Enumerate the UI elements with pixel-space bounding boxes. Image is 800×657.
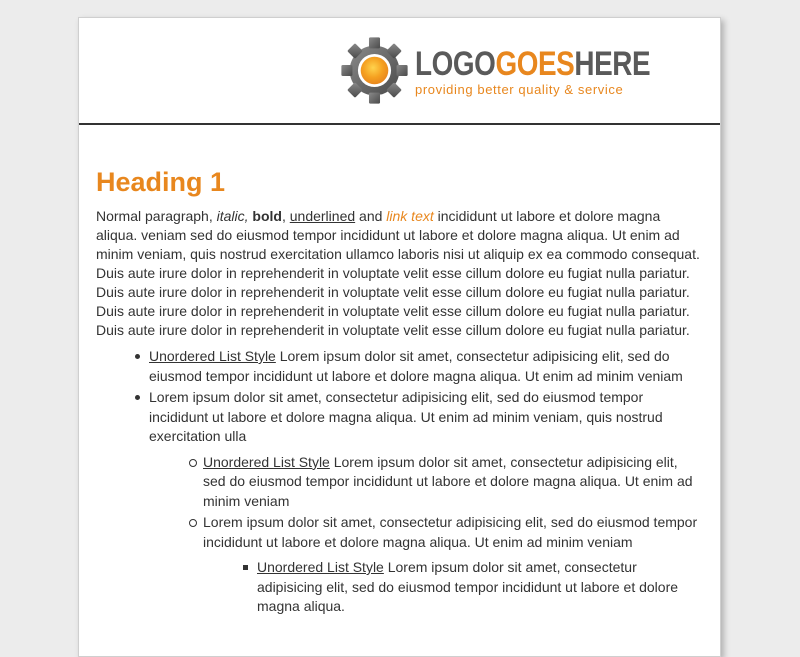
nested-list-item — [203, 513, 702, 617]
page-content — [79, 167, 720, 617]
logo-tagline: providing better quality & service — [415, 82, 624, 97]
page-header — [79, 18, 720, 125]
paragraph-lead: Normal paragraph, — [96, 208, 217, 224]
nested-list-item — [203, 453, 702, 512]
unordered-list — [149, 347, 702, 617]
paragraph-sep: and — [355, 208, 387, 224]
wordmark-logo: LOGO — [415, 45, 496, 83]
list-item-text: Lorem ipsum dolor sit amet, consectetur adipisicing elit, sed do eiusmod tempor incididunt ut labore et dolore magna aliqua. Ut enim ad minim veniam — [149, 348, 683, 384]
wordmark-goes: GOES — [495, 45, 575, 83]
paragraph-italic: italic, — [216, 208, 249, 224]
list-item-text: Lorem ipsum dolor sit amet, consectetur adipisicing elit, sed do eiusmod tempor incididunt ut labore et dolore magna aliqua. Ut enim ad minim veniam, quis nostrud exercitation ulla — [149, 389, 663, 444]
document-page — [78, 17, 721, 657]
logo-text — [415, 46, 702, 97]
nested-list-level3 — [257, 558, 702, 617]
paragraph-link[interactable]: link text — [386, 208, 434, 224]
nested-list-item-text: Lorem ipsum dolor sit amet, consectetur adipisicing elit, sed do eiusmod tempor incididunt ut labore et dolore magna aliqua. Ut enim ad minim veniam — [203, 514, 698, 550]
heading-1: Heading 1 — [96, 167, 226, 197]
nested-list-item-level3 — [257, 558, 702, 617]
nested-list-item-link[interactable]: Unordered List Style — [203, 453, 330, 470]
normal-paragraph — [96, 207, 702, 340]
gear-icon — [340, 36, 409, 105]
logo[interactable] — [340, 36, 702, 105]
paragraph-underlined: underlined — [289, 208, 356, 224]
paragraph-sep: , — [281, 208, 290, 224]
logo-wordmark — [415, 46, 650, 82]
list-item-link[interactable]: Unordered List Style — [149, 348, 276, 364]
paragraph-body: incididunt ut labore et dolore magna aliqua. veniam sed do eiusmod tempor incididunt ut labore et dolore magna aliqua. Ut enim ad minim veniam, quis nostrud exercitation ullamco laboris nisi ut aliquip ex ea commodo consequat. Duis aute irure dolor in reprehenderit in voluptate velit esse cillum dolore eu fugiat nulla pariatur. Duis aute irure dolor in reprehenderit in voluptate velit esse cillum dolore eu fugiat nulla pariatur. Duis aute irure dolor in reprehenderit in voluptate velit esse cillum dolore eu fugiat nulla pariatur. Duis aute irure dolor in reprehenderit in voluptate velit esse cillum dolore eu fugiat nulla pariatur. — [96, 208, 700, 338]
nested-list — [203, 453, 702, 617]
list-item — [149, 347, 702, 386]
paragraph-bold: bold — [252, 208, 282, 224]
nested-list-item-text: Lorem ipsum dolor sit amet, consectetur adipisicing elit, sed do eiusmod tempor incididunt ut labore et dolore magna aliqua. — [257, 559, 679, 614]
wordmark-here: HERE — [574, 45, 651, 83]
list-item — [149, 388, 702, 617]
nested-list-item-text: Lorem ipsum dolor sit amet, consectetur adipisicing elit, sed do eiusmod tempor incididunt ut labore et dolore magna aliqua. Ut enim ad minim veniam — [203, 453, 693, 509]
nested-list-item-link[interactable]: Unordered List Style — [257, 559, 384, 575]
